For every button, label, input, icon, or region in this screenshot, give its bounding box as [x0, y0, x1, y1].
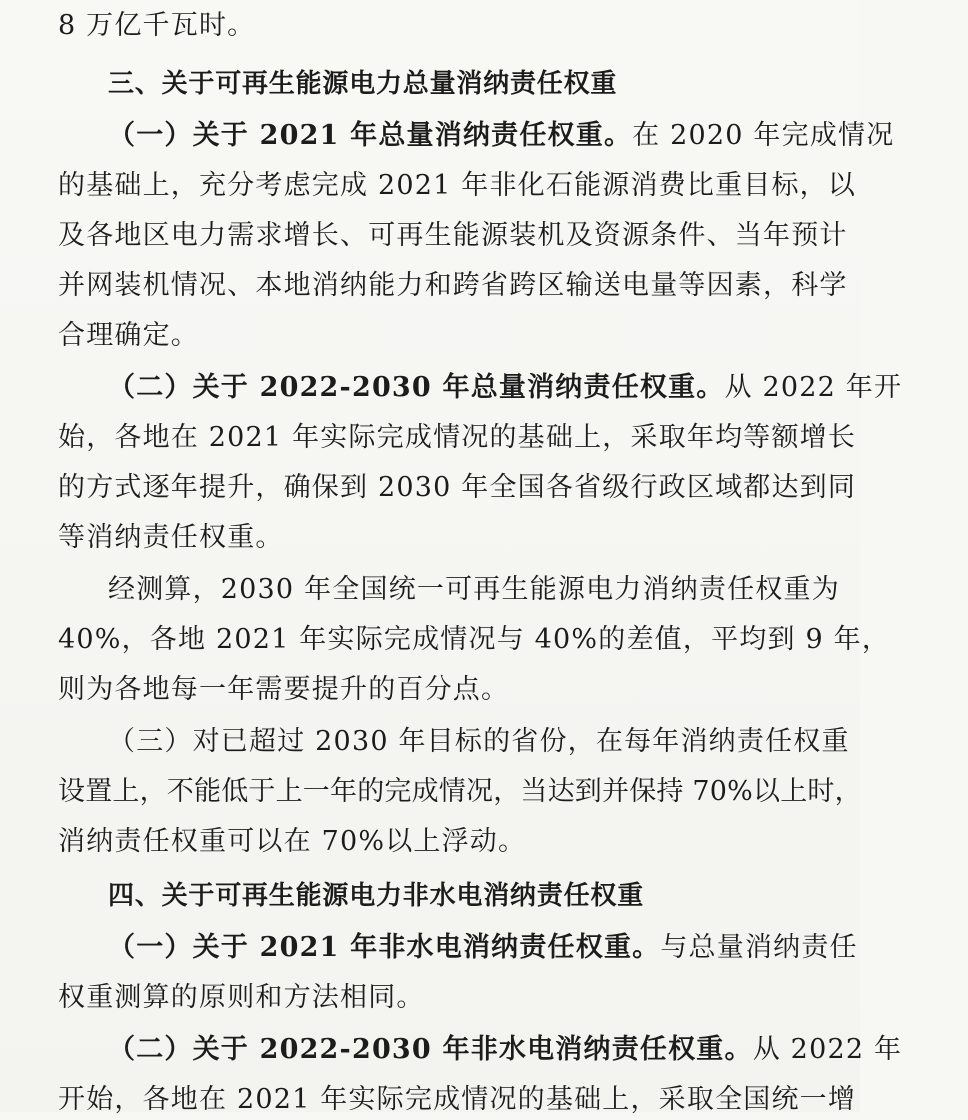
paragraph-line: 开始，各地在 2021 年实际完成情况的基础上，采取全国统一增 [58, 1084, 857, 1115]
paragraph-line: 则为各地每一年需要提升的百分点。 [58, 674, 510, 705]
paragraph-text: 与总量消纳责任 [660, 932, 858, 963]
text-line: 8 万亿千瓦时。 [58, 10, 256, 41]
paragraph-line: 权重测算的原则和方法相同。 [58, 982, 425, 1013]
paragraph-line: 合理确定。 [58, 320, 199, 351]
paragraph-line: 并网装机情况、本地消纳能力和跨省跨区输送电量等因素，科学 [58, 270, 848, 301]
section-heading: 四、关于可再生能源电力非水电消纳责任权重 [108, 881, 645, 911]
subsection-title: （一）关于 2021 年总量消纳责任权重。 [108, 120, 633, 151]
paragraph-text: 从 2022 年 [752, 1034, 903, 1065]
paragraph-line: 消纳责任权重可以在 70%以上浮动。 [58, 826, 527, 857]
paragraph-text: 在 2020 年完成情况 [632, 120, 895, 151]
section-heading: 三、关于可再生能源电力总量消纳责任权重 [108, 69, 618, 99]
subsection-title: （二）关于 2022-2030 年总量消纳责任权重。 [108, 372, 725, 403]
paragraph-line [108, 116, 968, 156]
paragraph-line: 设置上，不能低于上一年的完成情况，当达到并保持 70%以上时， [58, 776, 862, 807]
paragraph-line: 及各地区电力需求增长、可再生能源装机及资源条件、当年预计 [58, 220, 848, 251]
paragraph-line: 经测算，2030 年全国统一可再生能源电力消纳责任权重为 [108, 574, 840, 605]
paragraph-line: 的方式逐年提升，确保到 2030 年全国各省级行政区域都达到同 [58, 472, 857, 503]
paragraph-line: 的基础上，充分考虑完成 2021 年非化石能源消费比重目标，以 [58, 170, 857, 201]
paragraph-line: 始，各地在 2021 年实际完成情况的基础上，采取年均等额增长 [58, 422, 857, 453]
paragraph-line [108, 368, 968, 408]
subsection-title: （二）关于 2022-2030 年非水电消纳责任权重。 [108, 1034, 753, 1065]
subsection-title: （一）关于 2021 年非水电消纳责任权重。 [108, 932, 661, 963]
paragraph-line [108, 1030, 968, 1070]
paragraph-text: 从 2022 年开 [724, 372, 903, 403]
paragraph-line: 40%，各地 2021 年实际完成情况与 40%的差值，平均到 9 年， [58, 624, 891, 655]
paragraph-line: （三）对已超过 2030 年目标的省份，在每年消纳责任权重 [108, 726, 850, 757]
paragraph-line [108, 928, 968, 968]
paragraph-line: 等消纳责任权重。 [58, 522, 284, 553]
